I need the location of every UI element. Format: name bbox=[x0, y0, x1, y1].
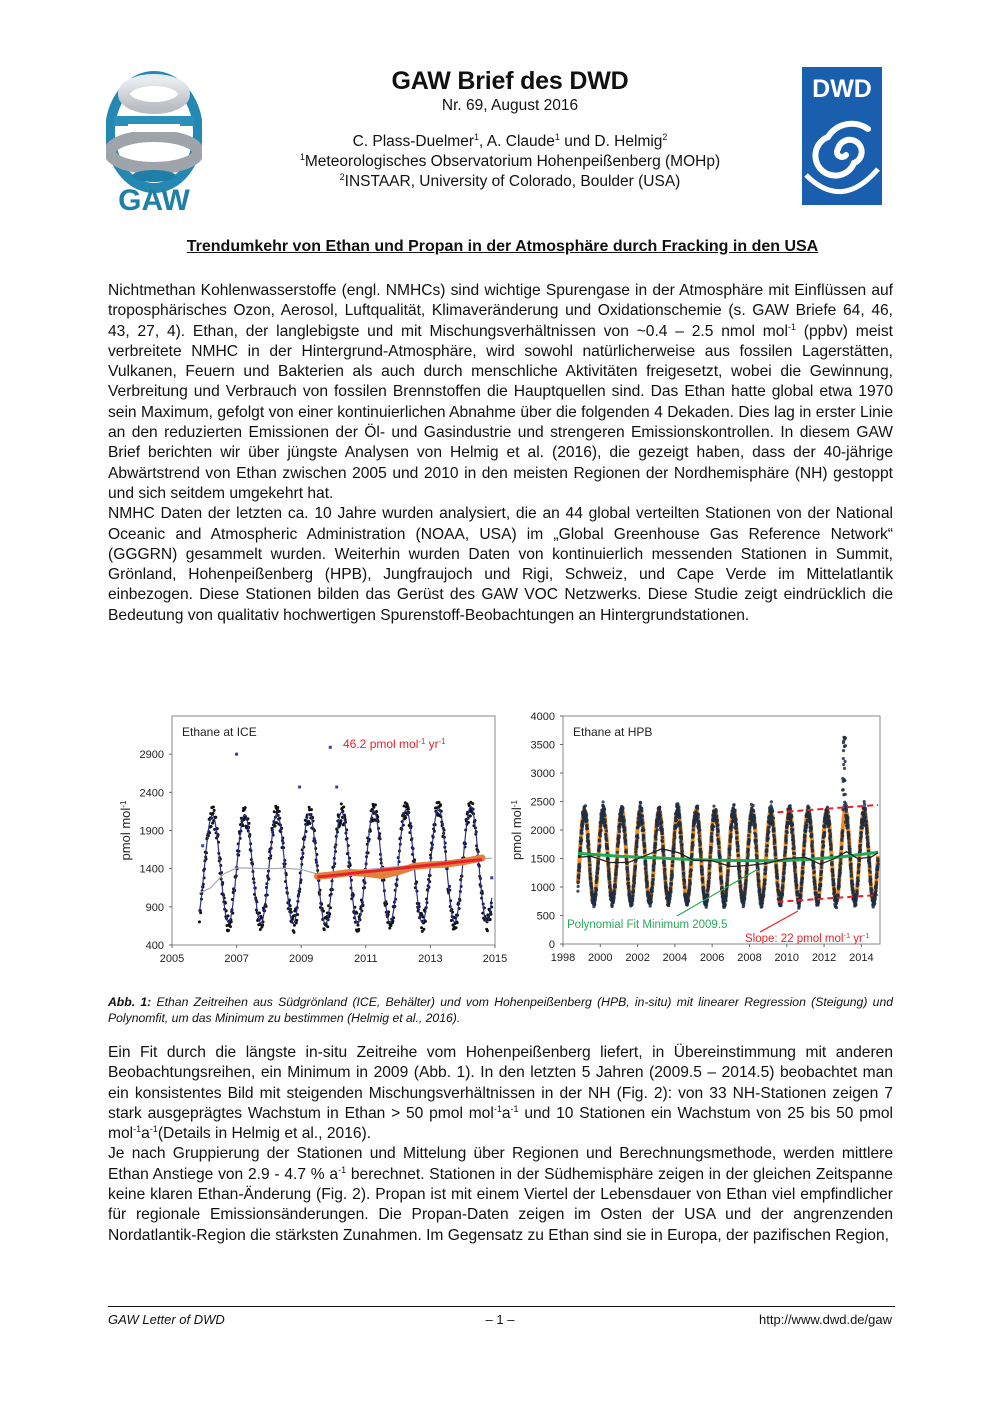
document-header bbox=[230, 66, 790, 192]
y-tick-label: 1400 bbox=[139, 863, 164, 876]
paragraph: Je nach Gruppierung der Stationen und Mittelung über Regionen und Berechnungsmethode, werden mittlere Ethan Anstiege von 2.9 - 4.7 % $a^{-1}$ berechnet. Stationen in der Südhemisphäre zeigen in der gleichen Zeitspanne keine klaren Ethan-Änderung (Fig. 2). Propan ist mit einem Viertel der Lebensdauer von Ethan viel empfindlicher für regionale Emissionsänderungen. Die Propan-Daten zeigen im Osten der USA und der angrenzenden Nordatlantik-Region die stärksten Zunahmen. Im Gegensatz zu Ethan sind sie in Europa, der pazifischen Region, bbox=[108, 1145, 893, 1244]
x-tick-label: 2010 bbox=[774, 952, 800, 964]
figure-caption: Abb. 1: Ethan Zeitreihen aus Südgrönland (ICE, Behälter) und vom Hohenpeißenberg (HPB, in-situ) mit linearer Regression (Steigung) und Polynomfit, um das Minimum zu bestimmen (Helmig et al., 2016). bbox=[108, 995, 893, 1025]
y-tick-label: 1000 bbox=[530, 882, 555, 894]
author: A. Claude bbox=[486, 133, 555, 150]
x-tick-label: 2005 bbox=[159, 953, 185, 965]
chart-ethane-ice bbox=[110, 706, 510, 976]
footer-left: GAW Letter of DWD bbox=[108, 1312, 225, 1327]
issue-number: Nr. 69, August 2016 bbox=[441, 97, 579, 114]
y-axis-label: pmol mol$^{-1}$ bbox=[509, 800, 524, 860]
author: C. Plass-Duelmer bbox=[352, 133, 475, 150]
y-tick-label: 3500 bbox=[530, 739, 555, 752]
y-tick-label: 2900 bbox=[139, 749, 164, 762]
author: D. Helmig bbox=[594, 133, 663, 150]
paragraph: Nichtmethan Kohlenwasserstoffe (engl. NMHCs) sind wichtige Spurengase in der Atmosphäre mit Einflüssen auf troposphärisches Ozon, Aerosol, Luftqualität, Klimaveränderung und Oxidationschemie (s. GAW Briefe 64, 46, 43, 27, 4). Ethan, der langlebigste und mit Mischungsverhältnissen von ~0.4 – 2.5 nmol mol$^{-1}$ (ppbv) meist verbreitete NMHC in der Hintergrund-Atmosphäre, wird sowohl natürlicherweise aus fossilen Lagerstätten, Vulkanen, Feuern und Bakterien als auch durch menschliche Aktivitäten freigesetzt, wobei die Gewinnung, Verbreitung und Verbrauch von fossilen Brennstoffen die Hauptquellen sind. Das Ethan hatte global etwa 1970 sein Maximum, gefolgt von einer kontinuierlichen Abnahme über die folgenden 4 Dekaden. Dies lag in erster Linie an den reduzierten Emissionen der Öl- und Gasindustrie und strengeren Emissionskontrollen. In diesem GAW Brief berichten wir über jüngste Analysen von Helmig et al. (2016), die gezeigt haben, dass der 40-jährige Abwärtstrend von Ethan zwischen 2005 und 2010 in den meisten Regionen der Nordhemisphäre (NH) gestoppt und sich seitdem umgekehrt hat. bbox=[108, 282, 893, 502]
body-text-top bbox=[108, 281, 893, 626]
gaw-logo bbox=[106, 64, 202, 214]
x-tick-label: 2007 bbox=[224, 953, 249, 965]
gaw-globe-icon bbox=[106, 64, 202, 214]
y-tick-label: 500 bbox=[536, 910, 555, 923]
footer-divider bbox=[108, 1306, 895, 1307]
dwd-logo bbox=[802, 67, 882, 205]
chart-title: Ethane at HPB bbox=[573, 725, 653, 739]
dwd-spiral-icon bbox=[802, 67, 882, 205]
svg-text:46.2 pmol mol-1 yr-1: 46.2 pmol mol$^{-1}$ $yr^{-1}$ bbox=[343, 736, 446, 751]
paragraph: Ein Fit durch die längste in-situ Zeitreihe vom Hohenpeißenberg liefert, in Übereinstimmung mit anderen Beobachtungsreihen, ein Minimum in 2009 (Abb. 1). In den letzten 5 Jahren (2009.5 – 2014.5) beobachtet man ein konsistentes Bild mit steigenden Mischungsverhältnissen in der NH (Fig. 2): von 33 NH-Stationen zeigen 7 stark ausgeprägtes Wachstum in Ethan > 50 pmol $mol^{-1}a^{-1}$ und 10 Stationen ein Wachstum von 25 bis 50 pmol $mol^{-1}a^{-1}(Details$ in Helmig et al., 2016). bbox=[108, 1044, 893, 1143]
affiliation: $^1$Meteorologisches Observatorium Hohenpeißenberg (MOHp) bbox=[299, 151, 721, 170]
svg-text:GAW: GAW bbox=[118, 184, 190, 214]
x-tick-label: 2008 bbox=[737, 952, 762, 964]
chart-title: Ethane at ICE bbox=[182, 725, 257, 739]
y-tick-label: 900 bbox=[145, 901, 164, 914]
article-headline: Trendumkehr von Ethan und Propan in der Atmosphäre durch Fracking in den USA bbox=[186, 238, 819, 255]
svg-text:DWD: DWD bbox=[812, 75, 872, 103]
y-tick-label: 1900 bbox=[139, 825, 164, 838]
x-tick-label: 2015 bbox=[482, 953, 508, 965]
x-tick-label: 2013 bbox=[418, 953, 443, 965]
x-tick-label: 2011 bbox=[353, 953, 378, 965]
y-tick-label: 2500 bbox=[530, 796, 555, 809]
x-tick-label: 2006 bbox=[699, 952, 725, 964]
x-tick-label: 2012 bbox=[811, 952, 837, 964]
x-tick-label: 2000 bbox=[588, 952, 613, 964]
x-tick-label: 2002 bbox=[625, 952, 650, 964]
paragraph: NMHC Daten der letzten ca. 10 Jahre wurden analysiert, die an 44 global verteilten Stationen von der National Oceanic and Atmospheric Administration (NOAA, USA) im „Global Greenhouse Gas Reference Network“ (GGGRN) gesammelt wurden. Weiterhin wurden Daten von kontinuierlich messenden Stationen in Summit, Grönland, Hohenpeißenberg (HPB), Jungfraujoch und Rigi, Schweiz, und Cape Verde im Mittelatlantik einbezogen. Diese Stationen bilden das Gerüst des GAW VOC Netzwerks. Diese Studie zeigt eindrücklich die Bedeutung von qualitativ hochwertigen Spurenstoff-Beobachtungen an Hintergrundstationen. bbox=[108, 505, 893, 624]
footer-url-link[interactable]: http://www.dwd.de/gaw bbox=[759, 1312, 892, 1327]
y-tick-label: 400 bbox=[145, 940, 164, 952]
y-axis-label: pmol mol$^{-1}$ bbox=[118, 800, 133, 861]
plot-frame bbox=[563, 716, 880, 944]
x-tick-label: 1998 bbox=[550, 952, 576, 964]
x-tick-label: 2014 bbox=[849, 952, 874, 964]
envelope-line bbox=[777, 895, 878, 902]
y-tick-label: 0 bbox=[548, 939, 555, 951]
figure-label: Abb. 1: bbox=[108, 995, 152, 1009]
y-tick-label: 4000 bbox=[530, 711, 555, 723]
svg-text:Slope: 22 pmol mol-1 yr-1: Slope: 22 pmol mol$^{-1}$ $yr^{-1}$ bbox=[745, 930, 870, 945]
affiliation: $^2$INSTAAR, University of Colorado, Boulder (USA) bbox=[339, 171, 681, 190]
document-title: GAW Brief des DWD bbox=[391, 67, 629, 95]
chart-ethane-hpb bbox=[505, 706, 900, 976]
x-tick-label: 2004 bbox=[662, 952, 688, 964]
y-tick-label: 2400 bbox=[139, 787, 164, 800]
y-tick-label: 3000 bbox=[530, 768, 555, 780]
plot-frame bbox=[172, 716, 495, 945]
y-tick-label: 2000 bbox=[530, 825, 555, 837]
page-number: – 1 – bbox=[485, 1312, 515, 1327]
x-tick-label: 2009 bbox=[288, 953, 314, 965]
author-list: C. Plass-Duelmer$^1$, A. Claude$^1$ und D. Helmig$^2$ bbox=[352, 131, 668, 150]
annotation-polynomial-minimum: Polynomial Fit Minimum 2009.5 bbox=[567, 919, 728, 931]
body-text-bottom bbox=[108, 1043, 893, 1246]
y-tick-label: 1500 bbox=[530, 853, 555, 866]
